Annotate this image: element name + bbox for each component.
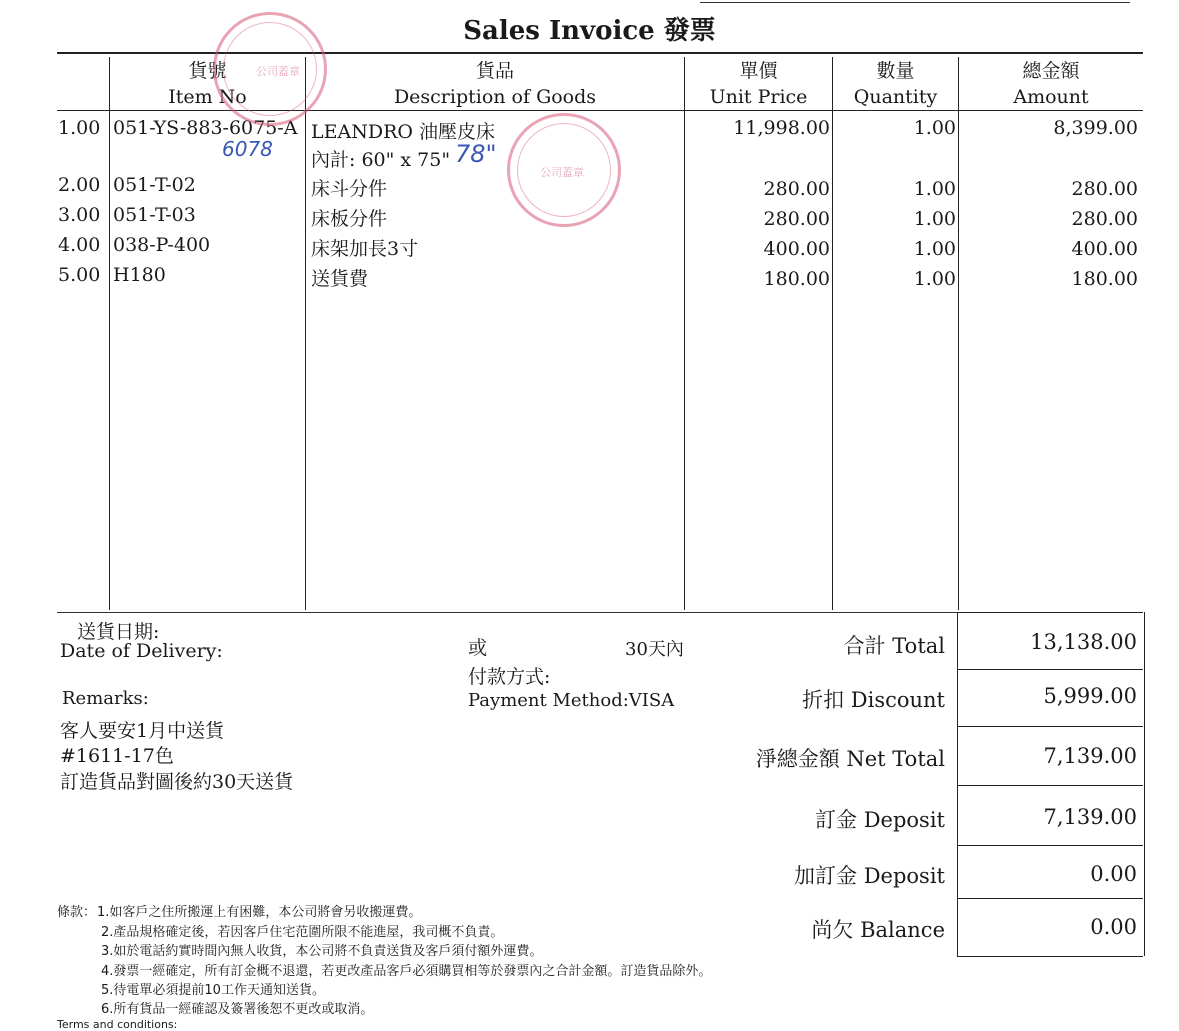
line-quantity: 1.00 xyxy=(913,117,956,139)
totals-rule xyxy=(957,612,1143,613)
terms-line: 6.所有貨品一經確認及簽署後恕不更改或取消。 xyxy=(101,1002,374,1017)
terms-line: 5.待電單必須提前10工作天通知送貨。 xyxy=(101,983,325,998)
line-number: 1.00 xyxy=(58,117,101,139)
line-item-code: 051-T-03 xyxy=(113,204,196,226)
line-quantity: 1.00 xyxy=(913,238,956,260)
payment-method: Payment Method:VISA xyxy=(468,690,675,711)
totals-rule xyxy=(957,669,1143,670)
totals-rule xyxy=(957,785,1143,786)
line-number: 4.00 xyxy=(58,234,101,256)
delivery-label-en: Date of Delivery: xyxy=(60,640,223,662)
delivery-label-cn: 送貨日期: xyxy=(77,621,160,643)
header-description: 貨品 Description of Goods xyxy=(393,60,597,108)
line-item-code: 051-T-02 xyxy=(113,174,196,196)
line-description: 送貨費 xyxy=(311,268,369,290)
line-unit-price: 280.00 xyxy=(763,208,830,230)
line-description: LEANDRO 油壓皮床 xyxy=(311,121,495,143)
remark-line: 訂造貨品對圖後約30天送貨 xyxy=(60,771,294,793)
line-quantity: 1.00 xyxy=(913,268,956,290)
col-rule-1 xyxy=(109,57,110,610)
terms-line: 2.產品規格確定後，若因客戶住宅范圍所限不能進屋，我司概不負責。 xyxy=(101,925,504,940)
line-item-code: 038-P-400 xyxy=(113,234,211,256)
line-unit-price: 11,998.00 xyxy=(733,117,830,139)
top-rule xyxy=(700,2,1130,3)
header-rule xyxy=(57,110,1143,111)
line-description: 床斗分件 xyxy=(311,178,388,200)
handwritten-note: 78" xyxy=(455,140,497,168)
line-description: 床架加長3寸 xyxy=(311,238,419,260)
totals-rule xyxy=(957,845,1143,846)
col-rule-2 xyxy=(305,57,306,610)
discount-label: 折扣 Discount xyxy=(802,688,945,712)
line-description: 床板分件 xyxy=(311,208,388,230)
payment-or: 或 xyxy=(468,637,488,659)
line-amount: 8,399.00 xyxy=(1053,117,1138,139)
line-quantity: 1.00 xyxy=(913,208,956,230)
net-total-value: 7,139.00 xyxy=(1043,744,1137,768)
col-rule-5 xyxy=(958,57,959,610)
company-stamp: 公司蓋章 xyxy=(507,113,621,227)
header-item: 貨號 Item No xyxy=(168,60,247,108)
remarks-label: Remarks: xyxy=(62,688,149,709)
line-number: 3.00 xyxy=(58,204,101,226)
discount-value: 5,999.00 xyxy=(1043,684,1137,708)
line-amount: 400.00 xyxy=(1071,238,1138,260)
handwritten-note: 6078 xyxy=(222,137,273,161)
terms-footer: Terms and conditions: xyxy=(57,1018,178,1031)
header-unit-price: 單價 Unit Price xyxy=(709,60,808,108)
net-total-label: 淨總金額 Net Total xyxy=(755,747,945,771)
balance-label: 尚欠 Balance xyxy=(811,918,945,942)
deposit-value: 7,139.00 xyxy=(1043,805,1137,829)
line-amount: 280.00 xyxy=(1071,178,1138,200)
header-amount: 總金額 Amount xyxy=(1013,60,1089,108)
line-description-detail: 內計: 60" x 75" xyxy=(311,149,451,171)
payment-label-cn: 付款方式: xyxy=(468,666,551,688)
line-amount: 280.00 xyxy=(1071,208,1138,230)
header-quantity: 數量 Quantity xyxy=(853,60,938,108)
totals-rule xyxy=(957,726,1143,727)
line-number: 2.00 xyxy=(58,174,101,196)
extra-deposit-value: 0.00 xyxy=(1090,862,1137,886)
remark-line: 客人要安1月中送貨 xyxy=(60,720,225,742)
terms-line: 3.如於電話約實時間內無人收貨，本公司將不負責送貨及客戶須付額外運費。 xyxy=(101,944,543,959)
totals-rule xyxy=(957,956,1143,957)
line-unit-price: 180.00 xyxy=(763,268,830,290)
totals-rule xyxy=(957,898,1143,899)
line-amount: 180.00 xyxy=(1071,268,1138,290)
terms-prefix: 條款： xyxy=(57,905,97,920)
company-stamp: 公司蓋章 xyxy=(213,12,327,126)
terms-line: 1.如客戶之住所搬運上有困難，本公司將會另收搬運費。 xyxy=(97,905,422,920)
line-number: 5.00 xyxy=(58,264,101,286)
line-unit-price: 400.00 xyxy=(763,238,830,260)
invoice-title: Sales Invoice 發票 xyxy=(463,16,716,46)
remark-line: #1611-17色 xyxy=(60,745,174,767)
line-unit-price: 280.00 xyxy=(763,178,830,200)
payment-term: 30天內 xyxy=(625,639,684,660)
totals-box xyxy=(957,612,1145,956)
line-item-code: 051-YS-883-6075-A xyxy=(113,117,298,139)
deposit-label: 訂金 Deposit xyxy=(815,808,945,832)
balance-value: 0.00 xyxy=(1090,915,1137,939)
total-value: 13,138.00 xyxy=(1030,630,1137,654)
total-label: 合計 Total xyxy=(843,634,945,658)
col-rule-4 xyxy=(832,57,833,610)
line-item-code: H180 xyxy=(113,264,166,286)
extra-deposit-label: 加訂金 Deposit xyxy=(794,864,945,888)
terms-line: 4.發票一經確定，所有訂金概不退還，若更改產品客戶必須購買相等於發票內之合計金額。訂造貨品除外。 xyxy=(101,964,712,979)
col-rule-3 xyxy=(684,57,685,610)
line-quantity: 1.00 xyxy=(913,178,956,200)
